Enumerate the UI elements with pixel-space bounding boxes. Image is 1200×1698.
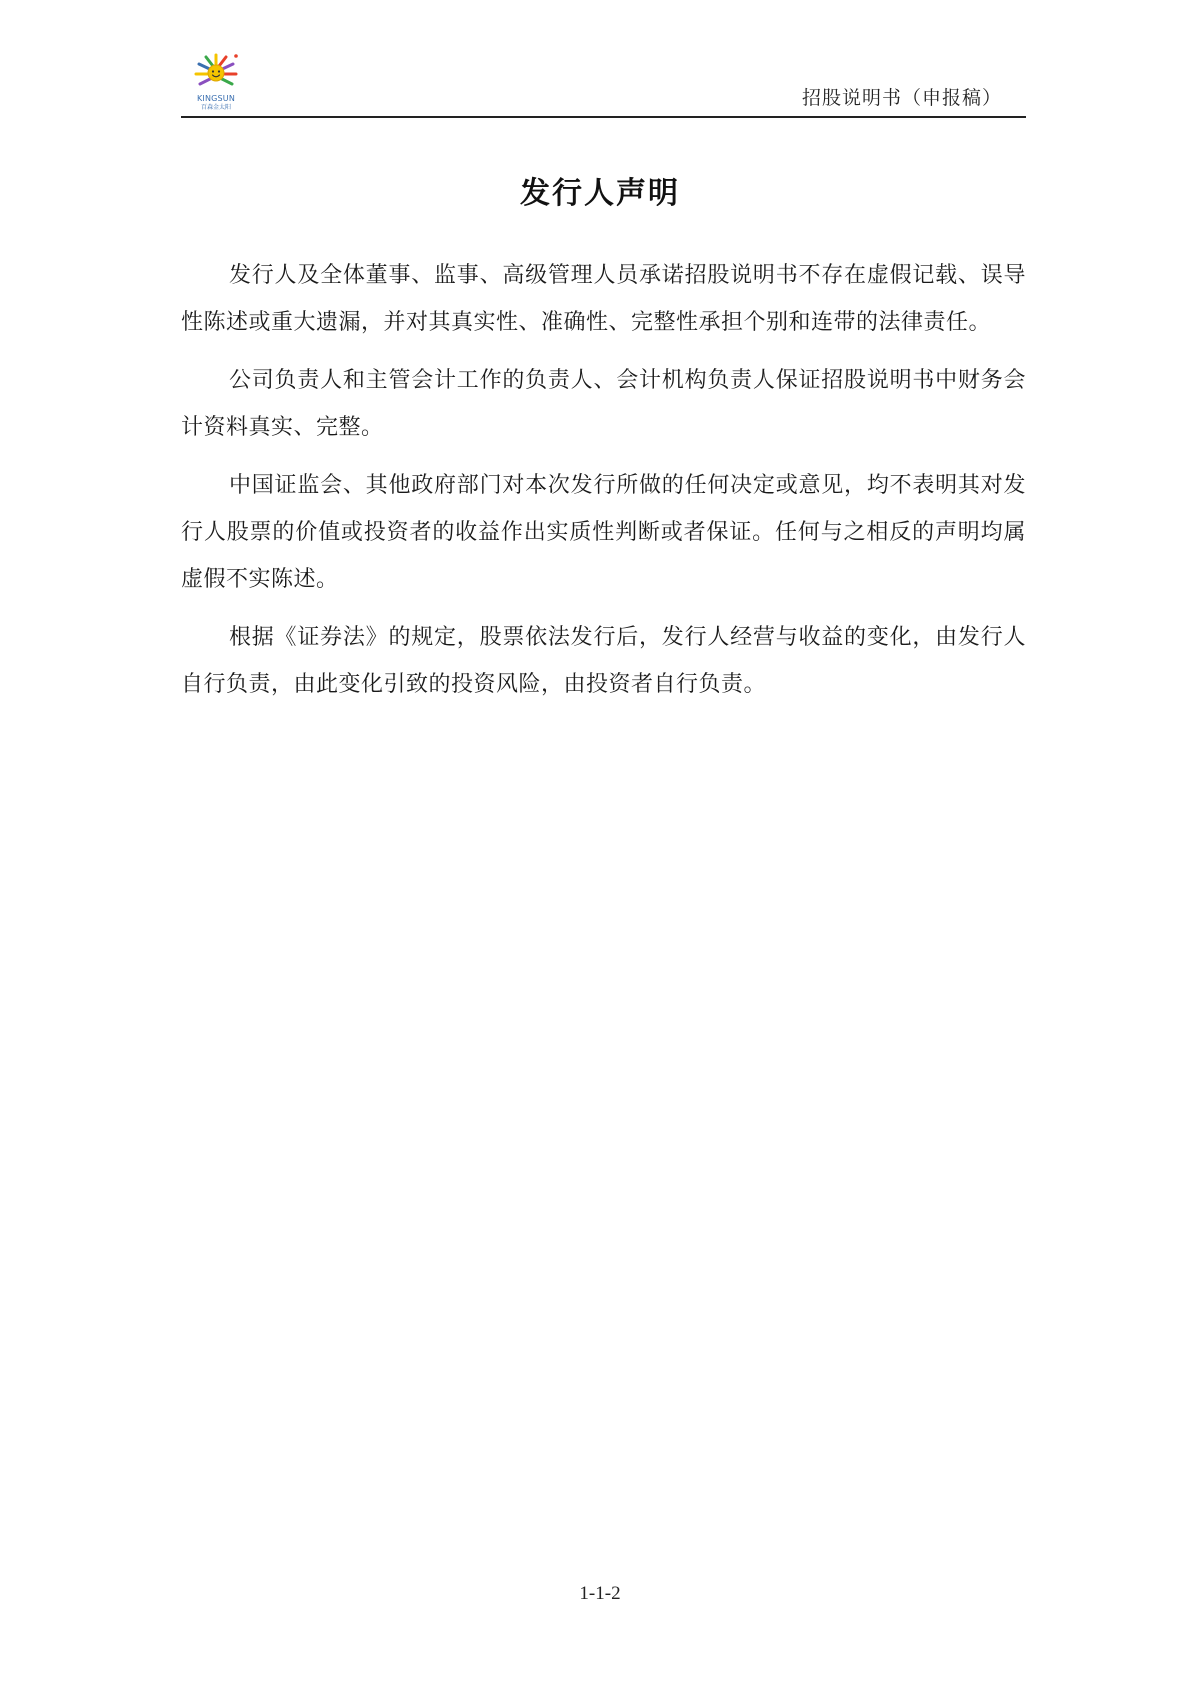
page-number: 1-1-2 <box>579 1583 621 1604</box>
document-body <box>181 252 1026 719</box>
header-title: 招股说明书（申报稿） <box>801 87 1002 109</box>
document-title: 发行人声明 <box>520 176 680 211</box>
paragraph: 中国证监会、其他政府部门对本次发行所做的任何决定或意见，均不表明其对发行人股票的价值或投资者的收益作出实质性判断或者保证。任何与之相反的声明均属虚假不实陈述。 <box>181 473 1026 592</box>
logo-brand-text: KINGSUN <box>196 94 236 103</box>
paragraph: 根据《证券法》的规定，股票依法发行后，发行人经营与收益的变化，由发行人自行负责，由此变化引致的投资风险，由投资者自行负责。 <box>181 625 1026 697</box>
sun-face-logo-icon <box>186 52 246 94</box>
company-logo <box>186 52 246 114</box>
paragraph: 公司负责人和主管会计工作的负责人、会计机构负责人保证招股说明书中财务会计资料真实、完整。 <box>181 368 1026 440</box>
logo-brand-subtext: 百森金太阳 <box>200 104 231 111</box>
page-header <box>181 48 1026 118</box>
paragraph: 发行人及全体董事、监事、高级管理人员承诺招股说明书不存在虚假记载、误导性陈述或重大遗漏，并对其真实性、准确性、完整性承担个别和连带的法律责任。 <box>181 263 1026 335</box>
